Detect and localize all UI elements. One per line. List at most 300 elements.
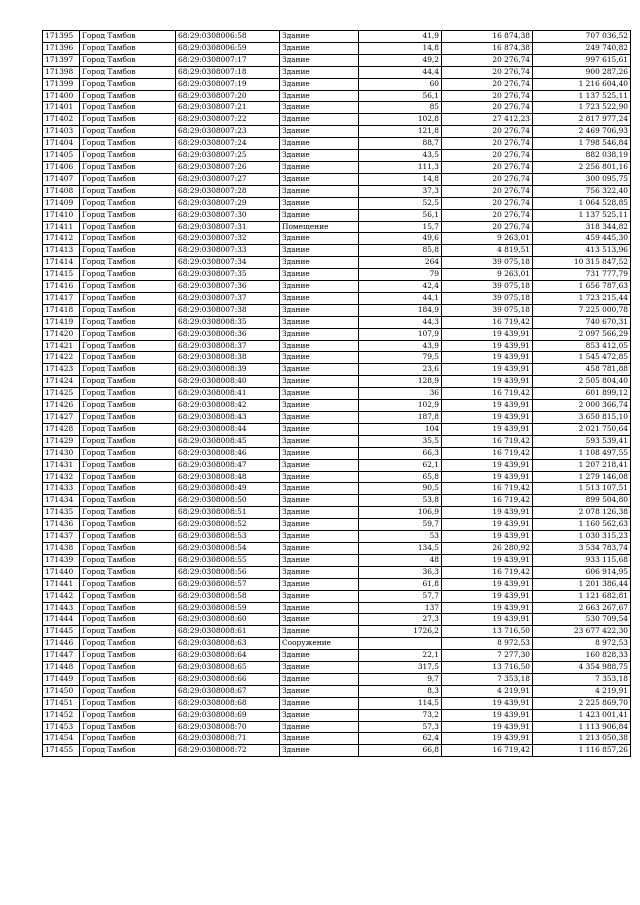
unit-value-cell: 39 075,18 — [442, 257, 533, 269]
table-row — [43, 66, 631, 78]
table-row — [43, 459, 631, 471]
object-type-cell: Здание — [280, 709, 359, 721]
city-cell: Город Тамбов — [80, 90, 176, 102]
row-number-cell: 171435 — [43, 507, 80, 519]
row-number-cell: 171433 — [43, 483, 80, 495]
table-row — [43, 733, 631, 745]
object-type-cell: Здание — [280, 316, 359, 328]
object-type-cell: Здание — [280, 114, 359, 126]
object-type-cell: Здание — [280, 447, 359, 459]
area-cell: 114,5 — [359, 697, 442, 709]
cadastral-value-cell: 1 201 386,44 — [533, 578, 631, 590]
area-cell: 59,7 — [359, 519, 442, 531]
object-type-cell: Здание — [280, 161, 359, 173]
city-cell: Город Тамбов — [80, 352, 176, 364]
area-cell: 56,1 — [359, 209, 442, 221]
cadastral-number-cell: 68:29:0308008:57 — [176, 578, 280, 590]
object-type-cell: Здание — [280, 66, 359, 78]
city-cell: Город Тамбов — [80, 745, 176, 757]
row-number-cell: 171434 — [43, 495, 80, 507]
row-number-cell: 171455 — [43, 745, 80, 757]
row-number-cell: 171413 — [43, 245, 80, 257]
cadastral-number-cell: 68:29:0308008:36 — [176, 328, 280, 340]
unit-value-cell: 20 276,74 — [442, 209, 533, 221]
row-number-cell: 171450 — [43, 685, 80, 697]
cadastral-number-cell: 68:29:0308007:35 — [176, 269, 280, 281]
cadastral-value-cell: 413 513,96 — [533, 245, 631, 257]
unit-value-cell: 20 276,74 — [442, 221, 533, 233]
city-cell: Город Тамбов — [80, 66, 176, 78]
city-cell: Город Тамбов — [80, 602, 176, 614]
cadastral-number-cell: 68:29:0308007:17 — [176, 54, 280, 66]
cadastral-number-cell: 68:29:0308007:26 — [176, 161, 280, 173]
city-cell: Город Тамбов — [80, 435, 176, 447]
area-cell: 23,6 — [359, 364, 442, 376]
table-row — [43, 126, 631, 138]
object-type-cell: Здание — [280, 197, 359, 209]
cadastral-value-cell: 1 723 522,90 — [533, 102, 631, 114]
area-cell: 57,3 — [359, 721, 442, 733]
cadastral-value-cell: 1 545 472,85 — [533, 352, 631, 364]
cadastral-number-cell: 68:29:0308008:48 — [176, 471, 280, 483]
row-number-cell: 171401 — [43, 102, 80, 114]
city-cell: Город Тамбов — [80, 31, 176, 43]
cadastral-number-cell: 68:29:0308008:65 — [176, 662, 280, 674]
area-cell: 43,5 — [359, 150, 442, 162]
unit-value-cell: 19 439,91 — [442, 423, 533, 435]
cadastral-value-cell: 2 256 801,16 — [533, 161, 631, 173]
table-row — [43, 78, 631, 90]
area-cell: 44,3 — [359, 316, 442, 328]
row-number-cell: 171412 — [43, 233, 80, 245]
cadastral-value-cell: 1 207 218,41 — [533, 459, 631, 471]
object-type-cell: Здание — [280, 340, 359, 352]
city-cell: Город Тамбов — [80, 412, 176, 424]
row-number-cell: 171410 — [43, 209, 80, 221]
cadastral-value-cell: 249 740,82 — [533, 42, 631, 54]
object-type-cell: Здание — [280, 626, 359, 638]
row-number-cell: 171419 — [43, 316, 80, 328]
object-type-cell: Здание — [280, 304, 359, 316]
cadastral-number-cell: 68:29:0308008:52 — [176, 519, 280, 531]
row-number-cell: 171396 — [43, 42, 80, 54]
unit-value-cell: 20 276,74 — [442, 173, 533, 185]
unit-value-cell: 16 874,38 — [442, 31, 533, 43]
city-cell: Город Тамбов — [80, 376, 176, 388]
unit-value-cell: 19 439,91 — [442, 400, 533, 412]
table-row — [43, 542, 631, 554]
cadastral-value-cell: 3 534 783,74 — [533, 542, 631, 554]
area-cell: 106,9 — [359, 507, 442, 519]
cadastral-value-cell: 1 423 001,41 — [533, 709, 631, 721]
cadastral-number-cell: 68:29:0308007:23 — [176, 126, 280, 138]
cadastral-value-cell: 1 116 857,26 — [533, 745, 631, 757]
object-type-cell: Здание — [280, 733, 359, 745]
cadastral-value-cell: 997 615,61 — [533, 54, 631, 66]
cadastral-value-cell: 7 353,18 — [533, 673, 631, 685]
object-type-cell: Здание — [280, 388, 359, 400]
cadastral-number-cell: 68:29:0308008:47 — [176, 459, 280, 471]
area-cell: 49,6 — [359, 233, 442, 245]
unit-value-cell: 19 439,91 — [442, 709, 533, 721]
table-row — [43, 614, 631, 626]
city-cell: Город Тамбов — [80, 292, 176, 304]
row-number-cell: 171427 — [43, 412, 80, 424]
object-type-cell: Здание — [280, 364, 359, 376]
object-type-cell: Здание — [280, 554, 359, 566]
area-cell: 37,3 — [359, 185, 442, 197]
cadastral-number-cell: 68:29:0308007:21 — [176, 102, 280, 114]
unit-value-cell: 16 719,42 — [442, 316, 533, 328]
city-cell: Город Тамбов — [80, 388, 176, 400]
object-type-cell: Здание — [280, 54, 359, 66]
unit-value-cell: 19 439,91 — [442, 614, 533, 626]
city-cell: Город Тамбов — [80, 126, 176, 138]
city-cell: Город Тамбов — [80, 471, 176, 483]
cadastral-value-cell: 900 287,26 — [533, 66, 631, 78]
city-cell: Город Тамбов — [80, 78, 176, 90]
cadastral-value-cell: 2 097 566,29 — [533, 328, 631, 340]
object-type-cell: Сооружение — [280, 638, 359, 650]
area-cell: 14,8 — [359, 173, 442, 185]
area-cell: 62,1 — [359, 459, 442, 471]
table-row — [43, 328, 631, 340]
area-cell: 52,5 — [359, 197, 442, 209]
object-type-cell: Здание — [280, 435, 359, 447]
object-type-cell: Здание — [280, 126, 359, 138]
unit-value-cell: 20 276,74 — [442, 126, 533, 138]
area-cell: 102,9 — [359, 400, 442, 412]
area-cell: 36,3 — [359, 566, 442, 578]
table-row — [43, 102, 631, 114]
object-type-cell: Здание — [280, 614, 359, 626]
unit-value-cell: 16 719,42 — [442, 745, 533, 757]
cadastral-value-cell: 3 650 815,10 — [533, 412, 631, 424]
cadastral-number-cell: 68:29:0308008:41 — [176, 388, 280, 400]
row-number-cell: 171402 — [43, 114, 80, 126]
cadastral-number-cell: 68:29:0308007:22 — [176, 114, 280, 126]
row-number-cell: 171449 — [43, 673, 80, 685]
table-row — [43, 662, 631, 674]
area-cell: 137 — [359, 602, 442, 614]
cadastral-number-cell: 68:29:0308008:60 — [176, 614, 280, 626]
cadastral-number-cell: 68:29:0308007:37 — [176, 292, 280, 304]
area-cell: 73,2 — [359, 709, 442, 721]
city-cell: Город Тамбов — [80, 590, 176, 602]
object-type-cell: Здание — [280, 352, 359, 364]
unit-value-cell: 16 719,42 — [442, 483, 533, 495]
table-row — [43, 483, 631, 495]
cadastral-number-cell: 68:29:0308008:43 — [176, 412, 280, 424]
row-number-cell: 171437 — [43, 531, 80, 543]
object-type-cell: Здание — [280, 531, 359, 543]
unit-value-cell: 9 263,01 — [442, 233, 533, 245]
cadastral-number-cell: 68:29:0308007:34 — [176, 257, 280, 269]
table-row — [43, 316, 631, 328]
object-type-cell: Здание — [280, 721, 359, 733]
object-type-cell: Здание — [280, 376, 359, 388]
table-row — [43, 673, 631, 685]
cadastral-value-cell: 1 160 562,63 — [533, 519, 631, 531]
area-cell: 107,9 — [359, 328, 442, 340]
area-cell: 53 — [359, 531, 442, 543]
area-cell: 41,9 — [359, 31, 442, 43]
row-number-cell: 171430 — [43, 447, 80, 459]
row-number-cell: 171397 — [43, 54, 80, 66]
row-number-cell: 171440 — [43, 566, 80, 578]
cadastral-value-cell: 899 504,80 — [533, 495, 631, 507]
city-cell: Город Тамбов — [80, 507, 176, 519]
table-row — [43, 197, 631, 209]
object-type-cell: Здание — [280, 269, 359, 281]
object-type-cell: Здание — [280, 233, 359, 245]
object-type-cell: Здание — [280, 78, 359, 90]
area-cell: 104 — [359, 423, 442, 435]
unit-value-cell: 16 719,42 — [442, 388, 533, 400]
city-cell: Город Тамбов — [80, 459, 176, 471]
object-type-cell: Здание — [280, 102, 359, 114]
unit-value-cell: 16 719,42 — [442, 495, 533, 507]
cadastral-value-cell: 1 121 682,81 — [533, 590, 631, 602]
cadastral-number-cell: 68:29:0308008:71 — [176, 733, 280, 745]
cadastral-value-cell: 731 777,79 — [533, 269, 631, 281]
row-number-cell: 171409 — [43, 197, 80, 209]
object-type-cell: Здание — [280, 745, 359, 757]
city-cell: Город Тамбов — [80, 423, 176, 435]
cadastral-value-cell: 1 030 315,23 — [533, 531, 631, 543]
table-row — [43, 138, 631, 150]
cadastral-value-cell: 593 539,41 — [533, 435, 631, 447]
table-row — [43, 638, 631, 650]
row-number-cell: 171441 — [43, 578, 80, 590]
city-cell: Город Тамбов — [80, 447, 176, 459]
unit-value-cell: 13 716,50 — [442, 626, 533, 638]
table-row — [43, 495, 631, 507]
cadastral-value-cell: 707 036,52 — [533, 31, 631, 43]
object-type-cell: Здание — [280, 42, 359, 54]
object-type-cell: Здание — [280, 185, 359, 197]
unit-value-cell: 19 439,91 — [442, 602, 533, 614]
table-row — [43, 412, 631, 424]
unit-value-cell: 19 439,91 — [442, 554, 533, 566]
cadastral-number-cell: 68:29:0308008:37 — [176, 340, 280, 352]
cadastral-value-table — [42, 30, 631, 757]
cadastral-value-cell: 1 798 546,84 — [533, 138, 631, 150]
table-row — [43, 400, 631, 412]
city-cell: Город Тамбов — [80, 316, 176, 328]
cadastral-number-cell: 68:29:0308008:40 — [176, 376, 280, 388]
area-cell: 66,8 — [359, 745, 442, 757]
unit-value-cell: 19 439,91 — [442, 340, 533, 352]
city-cell: Город Тамбов — [80, 281, 176, 293]
cadastral-value-cell: 458 781,88 — [533, 364, 631, 376]
cadastral-number-cell: 68:29:0308008:66 — [176, 673, 280, 685]
city-cell: Город Тамбов — [80, 685, 176, 697]
row-number-cell: 171404 — [43, 138, 80, 150]
area-cell: 184,9 — [359, 304, 442, 316]
object-type-cell: Здание — [280, 281, 359, 293]
unit-value-cell: 9 263,01 — [442, 269, 533, 281]
cadastral-value-cell: 2 078 126,38 — [533, 507, 631, 519]
cadastral-value-cell: 1 108 497,55 — [533, 447, 631, 459]
cadastral-value-cell: 1 279 146,08 — [533, 471, 631, 483]
table-row — [43, 233, 631, 245]
area-cell: 317,5 — [359, 662, 442, 674]
unit-value-cell: 4 819,51 — [442, 245, 533, 257]
cadastral-number-cell: 68:29:0308007:33 — [176, 245, 280, 257]
city-cell: Город Тамбов — [80, 233, 176, 245]
cadastral-value-cell: 318 344,82 — [533, 221, 631, 233]
cadastral-number-cell: 68:29:0308008:45 — [176, 435, 280, 447]
cadastral-number-cell: 68:29:0308008:42 — [176, 400, 280, 412]
table-row — [43, 554, 631, 566]
object-type-cell: Здание — [280, 209, 359, 221]
unit-value-cell: 20 276,74 — [442, 185, 533, 197]
object-type-cell: Здание — [280, 292, 359, 304]
unit-value-cell: 20 276,74 — [442, 150, 533, 162]
table-row — [43, 507, 631, 519]
object-type-cell: Здание — [280, 245, 359, 257]
row-number-cell: 171438 — [43, 542, 80, 554]
object-type-cell: Здание — [280, 90, 359, 102]
table-row — [43, 697, 631, 709]
row-number-cell: 171407 — [43, 173, 80, 185]
table-row — [43, 626, 631, 638]
area-cell: 128,9 — [359, 376, 442, 388]
unit-value-cell: 19 439,91 — [442, 328, 533, 340]
area-cell: 44,4 — [359, 66, 442, 78]
object-type-cell: Здание — [280, 412, 359, 424]
area-cell: 111,3 — [359, 161, 442, 173]
cadastral-value-cell: 530 709,54 — [533, 614, 631, 626]
cadastral-value-cell: 1 513 107,51 — [533, 483, 631, 495]
table-row — [43, 519, 631, 531]
city-cell: Город Тамбов — [80, 578, 176, 590]
city-cell: Город Тамбов — [80, 102, 176, 114]
unit-value-cell: 19 439,91 — [442, 697, 533, 709]
cadastral-value-cell: 1 723 215,44 — [533, 292, 631, 304]
area-cell: 85,8 — [359, 245, 442, 257]
cadastral-number-cell: 68:29:0308006:59 — [176, 42, 280, 54]
cadastral-value-cell: 882 038,19 — [533, 150, 631, 162]
area-cell: 15,7 — [359, 221, 442, 233]
row-number-cell: 171403 — [43, 126, 80, 138]
area-cell: 134,5 — [359, 542, 442, 554]
city-cell: Город Тамбов — [80, 197, 176, 209]
unit-value-cell: 20 276,74 — [442, 90, 533, 102]
unit-value-cell: 19 439,91 — [442, 519, 533, 531]
cadastral-number-cell: 68:29:0308008:56 — [176, 566, 280, 578]
cadastral-value-cell: 2 225 869,70 — [533, 697, 631, 709]
unit-value-cell: 20 276,74 — [442, 66, 533, 78]
object-type-cell: Здание — [280, 685, 359, 697]
unit-value-cell: 13 716,50 — [442, 662, 533, 674]
row-number-cell: 171429 — [43, 435, 80, 447]
row-number-cell: 171399 — [43, 78, 80, 90]
cadastral-number-cell: 68:29:0308008:44 — [176, 423, 280, 435]
object-type-cell: Здание — [280, 150, 359, 162]
area-cell: 44,1 — [359, 292, 442, 304]
area-cell: 88,7 — [359, 138, 442, 150]
table-row — [43, 388, 631, 400]
row-number-cell: 171420 — [43, 328, 80, 340]
area-cell: 62,4 — [359, 733, 442, 745]
unit-value-cell: 8 972,53 — [442, 638, 533, 650]
cadastral-value-cell: 23 677 422,30 — [533, 626, 631, 638]
cadastral-value-cell: 8 972,53 — [533, 638, 631, 650]
unit-value-cell: 20 276,74 — [442, 197, 533, 209]
cadastral-number-cell: 68:29:0308007:24 — [176, 138, 280, 150]
area-cell: 36 — [359, 388, 442, 400]
row-number-cell: 171421 — [43, 340, 80, 352]
unit-value-cell: 16 874,38 — [442, 42, 533, 54]
table-row — [43, 90, 631, 102]
cadastral-number-cell: 68:29:0308008:55 — [176, 554, 280, 566]
area-cell: 60 — [359, 78, 442, 90]
table-body — [43, 31, 631, 757]
area-cell: 48 — [359, 554, 442, 566]
area-cell: 8,3 — [359, 685, 442, 697]
cadastral-value-cell: 2 469 706,93 — [533, 126, 631, 138]
cadastral-number-cell: 68:29:0308006:58 — [176, 31, 280, 43]
city-cell: Город Тамбов — [80, 483, 176, 495]
area-cell: 121,8 — [359, 126, 442, 138]
row-number-cell: 171446 — [43, 638, 80, 650]
city-cell: Город Тамбов — [80, 42, 176, 54]
cadastral-number-cell: 68:29:0308008:67 — [176, 685, 280, 697]
object-type-cell: Здание — [280, 400, 359, 412]
row-number-cell: 171424 — [43, 376, 80, 388]
cadastral-value-cell: 1 137 525,11 — [533, 90, 631, 102]
cadastral-value-cell: 459 445,30 — [533, 233, 631, 245]
city-cell: Город Тамбов — [80, 173, 176, 185]
cadastral-number-cell: 68:29:0308008:50 — [176, 495, 280, 507]
row-number-cell: 171398 — [43, 66, 80, 78]
city-cell: Город Тамбов — [80, 721, 176, 733]
unit-value-cell: 19 439,91 — [442, 531, 533, 543]
table-row — [43, 245, 631, 257]
cadastral-number-cell: 68:29:0308008:61 — [176, 626, 280, 638]
city-cell: Город Тамбов — [80, 554, 176, 566]
table-row — [43, 745, 631, 757]
unit-value-cell: 4 219,91 — [442, 685, 533, 697]
cadastral-value-cell: 740 670,31 — [533, 316, 631, 328]
table-row — [43, 435, 631, 447]
city-cell: Город Тамбов — [80, 161, 176, 173]
object-type-cell: Здание — [280, 566, 359, 578]
unit-value-cell: 20 276,74 — [442, 161, 533, 173]
unit-value-cell: 20 276,74 — [442, 102, 533, 114]
row-number-cell: 171451 — [43, 697, 80, 709]
object-type-cell: Здание — [280, 578, 359, 590]
cadastral-number-cell: 68:29:0308007:18 — [176, 66, 280, 78]
cadastral-value-cell: 2 021 750,64 — [533, 423, 631, 435]
area-cell: 53,8 — [359, 495, 442, 507]
city-cell: Город Тамбов — [80, 626, 176, 638]
row-number-cell: 171445 — [43, 626, 80, 638]
cadastral-number-cell: 68:29:0308007:28 — [176, 185, 280, 197]
row-number-cell: 171423 — [43, 364, 80, 376]
row-number-cell: 171453 — [43, 721, 80, 733]
cadastral-number-cell: 68:29:0308008:51 — [176, 507, 280, 519]
table-row — [43, 590, 631, 602]
cadastral-value-cell: 4 219,91 — [533, 685, 631, 697]
object-type-cell: Здание — [280, 697, 359, 709]
unit-value-cell: 19 439,91 — [442, 578, 533, 590]
row-number-cell: 171428 — [43, 423, 80, 435]
city-cell: Город Тамбов — [80, 662, 176, 674]
cadastral-value-cell: 2 817 977,24 — [533, 114, 631, 126]
